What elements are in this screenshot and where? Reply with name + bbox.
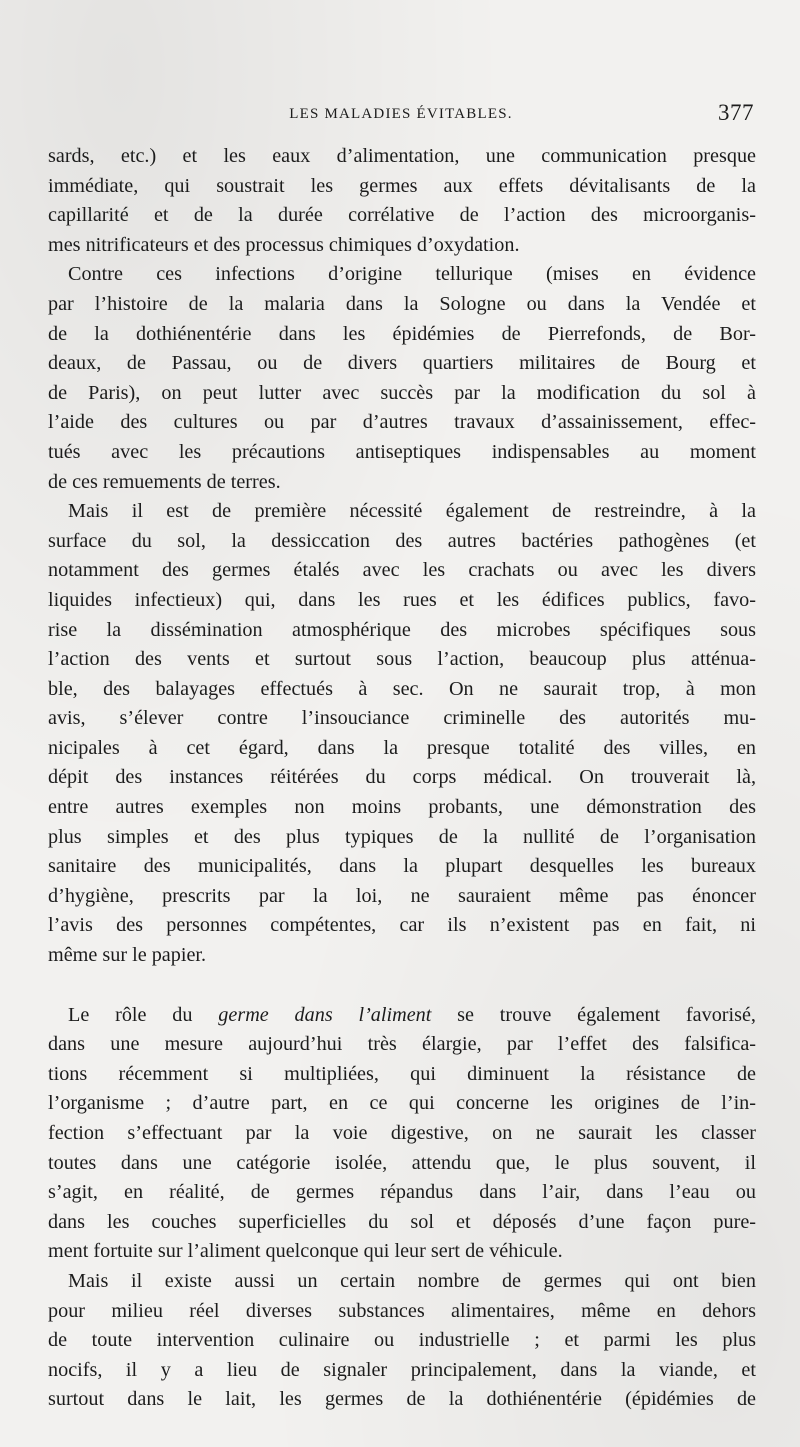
text-line: de Paris), on peut lutter avec succès par la modification du sol à [48, 381, 756, 404]
text-line: entre autres exemples non moins probants, une démonstration des [48, 796, 756, 819]
text-line: de toute intervention culinaire ou industrielle ; et parmi les plus [48, 1329, 756, 1352]
page-number: 377 [718, 100, 754, 125]
text-run: se trouve également favorisé, [431, 1003, 756, 1026]
italic-term: germe dans l’aliment [218, 1003, 432, 1026]
text-line: surtout dans le lait, les germes de la dothiénentérie (épidémies de [48, 1388, 756, 1411]
text-line: d’hygiène, prescrits par la loi, ne sauraient même pas énoncer [48, 884, 756, 907]
text-line: dépit des instances réitérées du corps médical. On trouverait là, [48, 766, 756, 789]
section-gap [48, 971, 756, 1001]
paragraph [48, 1001, 756, 1267]
text-line: surface du sol, la dessiccation des autres bactéries pathogènes (et [48, 529, 756, 552]
text-line: dans les couches superficielles du sol et déposés d’une façon pure- [48, 1210, 756, 1233]
text-line: l’action des vents et surtout sous l’action, beaucoup plus atténua- [48, 648, 756, 671]
text-line: par l’histoire de la malaria dans la Sologne ou dans la Vendée et [48, 292, 756, 315]
text-line: tués avec les précautions antiseptiques indispensables au moment [48, 440, 756, 463]
text-line: même sur le papier. [48, 944, 207, 967]
text-line: nocifs, il y a lieu de signaler principalement, dans la viande, et [48, 1358, 756, 1381]
text-line: mes nitrificateurs et des processus chimiques d’oxydation. [48, 233, 520, 256]
text-line: tions récemment si multipliées, qui diminuent la résistance de [48, 1062, 756, 1085]
text-line: sards, etc.) et les eaux d’alimentation, une communication presque [48, 145, 756, 167]
text-line: Mais il existe aussi un certain nombre de germes qui ont bien [68, 1269, 756, 1292]
text-line: ment fortuite sur l’aliment quelconque qui leur sert de véhicule. [48, 1240, 563, 1263]
text-line: l’organisme ; d’autre part, en ce qui concerne les origines de l’in- [48, 1092, 756, 1115]
text-line: pour milieu réel diverses substances alimentaires, même en dehors [48, 1299, 756, 1322]
text-line: liquides infectieux) qui, dans les rues et les édifices publics, favo- [48, 588, 756, 611]
text-line: deaux, de Passau, ou de divers quartiers militaires de Bourg et [48, 352, 756, 375]
paragraph [48, 497, 756, 971]
text-line: plus simples et des plus typiques de la nullité de l’organisation [48, 825, 756, 848]
paragraph [48, 142, 756, 260]
text-line: de ces remuements de terres. [48, 470, 281, 493]
text-line: rise la dissémination atmosphérique des microbes spécifiques sous [48, 618, 756, 641]
text-line: toutes dans une catégorie isolée, attendu que, le plus souvent, il [48, 1151, 756, 1174]
text-line: ble, des balayages effectués à sec. On ne saurait trop, à mon [48, 677, 756, 700]
text-line: notamment des germes étalés avec les crachats ou avec les divers [48, 559, 756, 582]
text-line: Contre ces infections d’origine tellurique (mises en évidence [68, 263, 756, 286]
text-run: Le rôle du [68, 1003, 219, 1026]
text-line: s’agit, en réalité, de germes répandus dans l’air, dans l’eau ou [48, 1181, 756, 1204]
text-line [48, 1001, 756, 1031]
text-line: l’aide des cultures ou par d’autres travaux d’assainissement, effec- [48, 411, 756, 434]
text-line: avis, s’élever contre l’insouciance criminelle des autorités mu- [48, 707, 756, 730]
text-line: capillarité et de la durée corrélative de l’action des microorganis- [48, 204, 756, 227]
body-text [48, 142, 756, 1415]
paragraph [48, 260, 756, 497]
paragraph [48, 1267, 756, 1415]
text-line: nicipales à cet égard, dans la presque totalité des villes, en [48, 736, 756, 759]
text-line: l’avis des personnes compétentes, car ils n’existent pas en fait, ni [48, 914, 756, 937]
text-line: fection s’effectuant par la voie digestive, on ne saurait les classer [48, 1122, 756, 1144]
text-line: Mais il est de première nécessité également de restreindre, à la [68, 500, 756, 523]
text-line: sanitaire des municipalités, dans la plupart desquelles les bureaux [48, 855, 756, 878]
running-title: LES MALADIES ÉVITABLES. [289, 106, 513, 122]
page-header [48, 100, 754, 130]
text-line: de la dothiénentérie dans les épidémies de Pierrefonds, de Bor- [48, 322, 756, 345]
text-line: immédiate, qui soustrait les germes aux effets dévitalisants de la [48, 174, 756, 197]
text-line: dans une mesure aujourd’hui très élargie, par l’effet des falsifica- [48, 1033, 756, 1056]
